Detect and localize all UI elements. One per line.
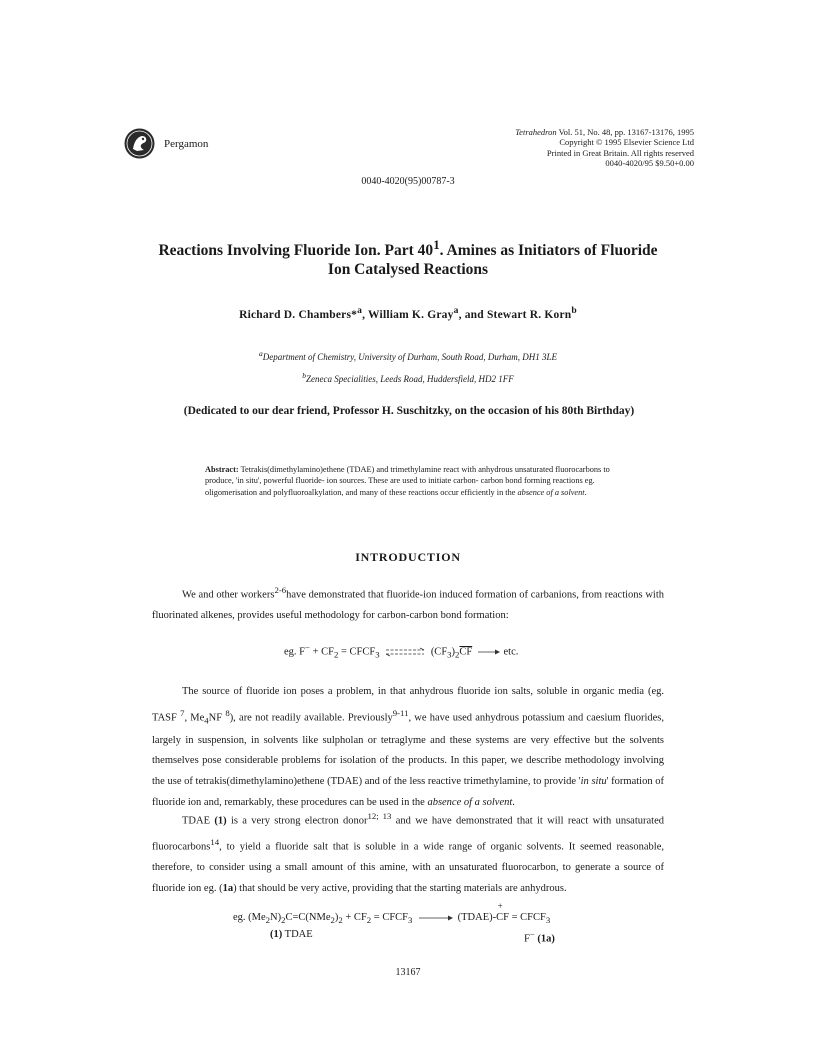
eq1-product: (CF: [430, 646, 448, 658]
dedication: (Dedicated to our dear friend, Professor H. Suschitzky, on the occasion of his 80th Birthday): [183, 405, 635, 417]
affiliation-b-text: Zeneca Specialities, Leeds Road, Huddersfield, HD2 1FF: [306, 374, 514, 384]
doi: 0040-4020(95)00787-3: [361, 176, 455, 187]
eq2-s7: 3: [545, 915, 551, 926]
p2-italic1: in situ: [580, 775, 607, 787]
eq2-s4: 2: [338, 915, 343, 926]
pergamon-logo: [124, 128, 155, 159]
title-sup: 1: [433, 237, 440, 252]
eq1-etc: etc.: [503, 646, 519, 658]
affiliation-a-mark: a: [259, 349, 263, 358]
eq2-b: N): [270, 912, 282, 923]
eq2-product: (TDAE)-CF = CFCF: [457, 912, 546, 923]
abstract-italic: absence of a solvent: [517, 487, 585, 497]
eq2-s2: 2: [281, 915, 286, 926]
eq2-anion-f: F: [524, 933, 530, 945]
page-number: 13167: [395, 967, 421, 978]
journal-info: [515, 127, 694, 169]
eq2-s5: 2: [366, 915, 372, 926]
affiliation-a: [0, 349, 816, 362]
affiliation-a-text: Department of Chemistry, University of Durham, South Road, Durham, DH1 3LE: [262, 352, 557, 362]
p2-c: NF: [208, 712, 226, 724]
eq2-label-num: (1): [270, 929, 283, 940]
p2-f: ' formation of fluoride ion and, remarkably, these procedures can be used in the: [152, 775, 664, 808]
eq1-fluoride: eg. F: [284, 646, 305, 658]
equilibrium-arrow-icon: [382, 647, 428, 657]
reaction-arrow-icon: [415, 914, 455, 922]
p2-italic2: absence of a solvent: [427, 796, 513, 808]
eq1-sub1: 2: [333, 649, 339, 660]
eq1-sub2: 3: [375, 649, 380, 660]
p3-b: is a very strong electron donor: [226, 815, 368, 827]
p2-ref1: 7: [180, 707, 185, 718]
author-3-sup: b: [571, 305, 577, 316]
eq2-c: C=C(NMe: [285, 912, 331, 923]
eq2-label-text: TDAE: [282, 929, 313, 940]
eq2-f: = CFCF: [371, 912, 409, 923]
p1-text-a: We and other workers: [182, 589, 275, 601]
printed-notice: Printed in Great Britain. All rights reserved: [546, 147, 694, 158]
p2-sub: 4: [204, 715, 209, 726]
eq1-sub3: 3: [447, 649, 452, 660]
eq2-anion-label: (1a): [534, 933, 555, 945]
p2-ref2: 8: [225, 707, 230, 718]
p3-d: , to yield a fluoride salt that is soluble in a wide range of organic solvents. It seemed reasonable, therefore, to consider using a small amount of this amine, with an unsaturated fluorocarbon, to generate a source of fluoride ion eg. (: [152, 841, 664, 894]
eq2-s3: 2: [330, 915, 335, 926]
author-1: Richard D. Chambers*: [239, 308, 358, 321]
title-line1: Reactions Involving Fluoride Ion. Part 40: [158, 242, 434, 260]
eq1-carbanion: CF: [459, 646, 473, 658]
authors: [0, 305, 816, 321]
eq1-sub4: 2: [455, 649, 460, 660]
p3-e: ) that should be very active, providing that the starting materials are anhydrous.: [233, 882, 567, 894]
paragraph-3: [152, 806, 664, 899]
eq1-reactant-b: = CFCF: [338, 646, 376, 658]
publisher-name: Pergamon: [164, 138, 209, 150]
p1-text-b: have demonstrated that fluoride-ion induced formation of carbanions, from reactions with fluorinated alkenes, provides useful methodology for carbon-carbon bond formation:: [152, 589, 664, 622]
p2-a: The source of fluoride ion poses a problem, in that anhydrous fluoride ion salts, soluble in organic media (eg. TASF: [152, 686, 664, 724]
p1-ref: 2-6: [274, 585, 287, 595]
eq2-s1: 2: [265, 915, 271, 926]
eq2-anion: F− (1a): [524, 929, 555, 945]
journal-name: Tetrahedron: [515, 127, 557, 137]
p3-bold1: (1): [214, 815, 227, 827]
issn: 0040-4020/95 $9.50+0.00: [605, 158, 694, 169]
eq1-product-b: ): [451, 646, 456, 658]
eq2-label: [270, 929, 313, 940]
title-line1-end: . Amines as Initiators of Fluoride: [439, 242, 658, 260]
section-heading: INTRODUCTION: [355, 550, 461, 564]
p3-ref1: 12; 13: [367, 811, 392, 821]
p3-bold2: 1a: [222, 882, 234, 894]
p3-ref2: 14: [210, 837, 220, 848]
affiliation-b-mark: b: [302, 371, 307, 380]
eq2-charge: +: [497, 901, 503, 911]
eq2-e: + CF: [342, 912, 367, 923]
abstract-text: Tetrakis(dimethylamino)ethene (TDAE) and trimethylamine react with anhydrous unsaturated fluorocarbons to produce, 'in situ', powerful fluoride- ion sources. These are used to initiate carbon- carbon bond forming reactions eg. oligomerisation and polyfluoroalkylation, and many of these reactions occur efficiently in the: [205, 465, 610, 497]
author-1-sup: a: [357, 305, 363, 316]
abstract-label: Abstract:: [205, 465, 239, 474]
affiliation-b: [0, 371, 816, 384]
author-3: , and Stewart R. Korn: [458, 308, 572, 321]
abstract: [205, 464, 625, 498]
equation-1: eg. $F^- + CF_2$ = $CFCF_3$ $(CF_3)_2CF$ etc.: [284, 642, 519, 660]
p2-e: , we have used anhydrous potassium and caesium fluorides, largely in suspension, in solvents like sulpholan or tetraglyme and these systems are very effective but the solvents themselves pose considerable problems for isolation of the products. In this paper, we describe methodology involving the use of tetrakis(dimethylamino)ethene (TDAE) and of the less reactive trimethylamine, to provide ': [152, 712, 664, 787]
paragraph-1: [152, 580, 664, 627]
p2-ref3: 9-11: [392, 707, 409, 718]
p2-d: ), are not readily available. Previously: [229, 712, 393, 724]
author-2: , William K. Gray: [362, 308, 454, 321]
eq2-a: eg. (Me: [233, 912, 266, 923]
paragraph-2: [152, 682, 664, 813]
eq2-d: ): [334, 912, 339, 923]
author-2-sup: a: [453, 305, 459, 316]
equation-2: [233, 901, 551, 926]
p2-b: , Me: [184, 712, 205, 724]
abstract-end: .: [584, 487, 587, 497]
p3-a: TDAE: [182, 815, 215, 827]
copyright: Copyright © 1995 Elsevier Science Ltd: [559, 137, 694, 148]
paper-title: [120, 235, 696, 279]
reaction-arrow-icon: [475, 648, 501, 656]
eq2-s6: 3: [408, 915, 413, 926]
p2-g: .: [512, 796, 515, 808]
journal-volume: Vol. 51, No. 48, pp. 13167-13176, 1995: [556, 127, 694, 137]
p3-c: and we have demonstrated that it will react with unsaturated fluorocarbons: [152, 815, 664, 853]
eq1-reactant: + CF: [309, 646, 334, 658]
title-line2: Ion Catalysed Reactions: [327, 261, 489, 279]
